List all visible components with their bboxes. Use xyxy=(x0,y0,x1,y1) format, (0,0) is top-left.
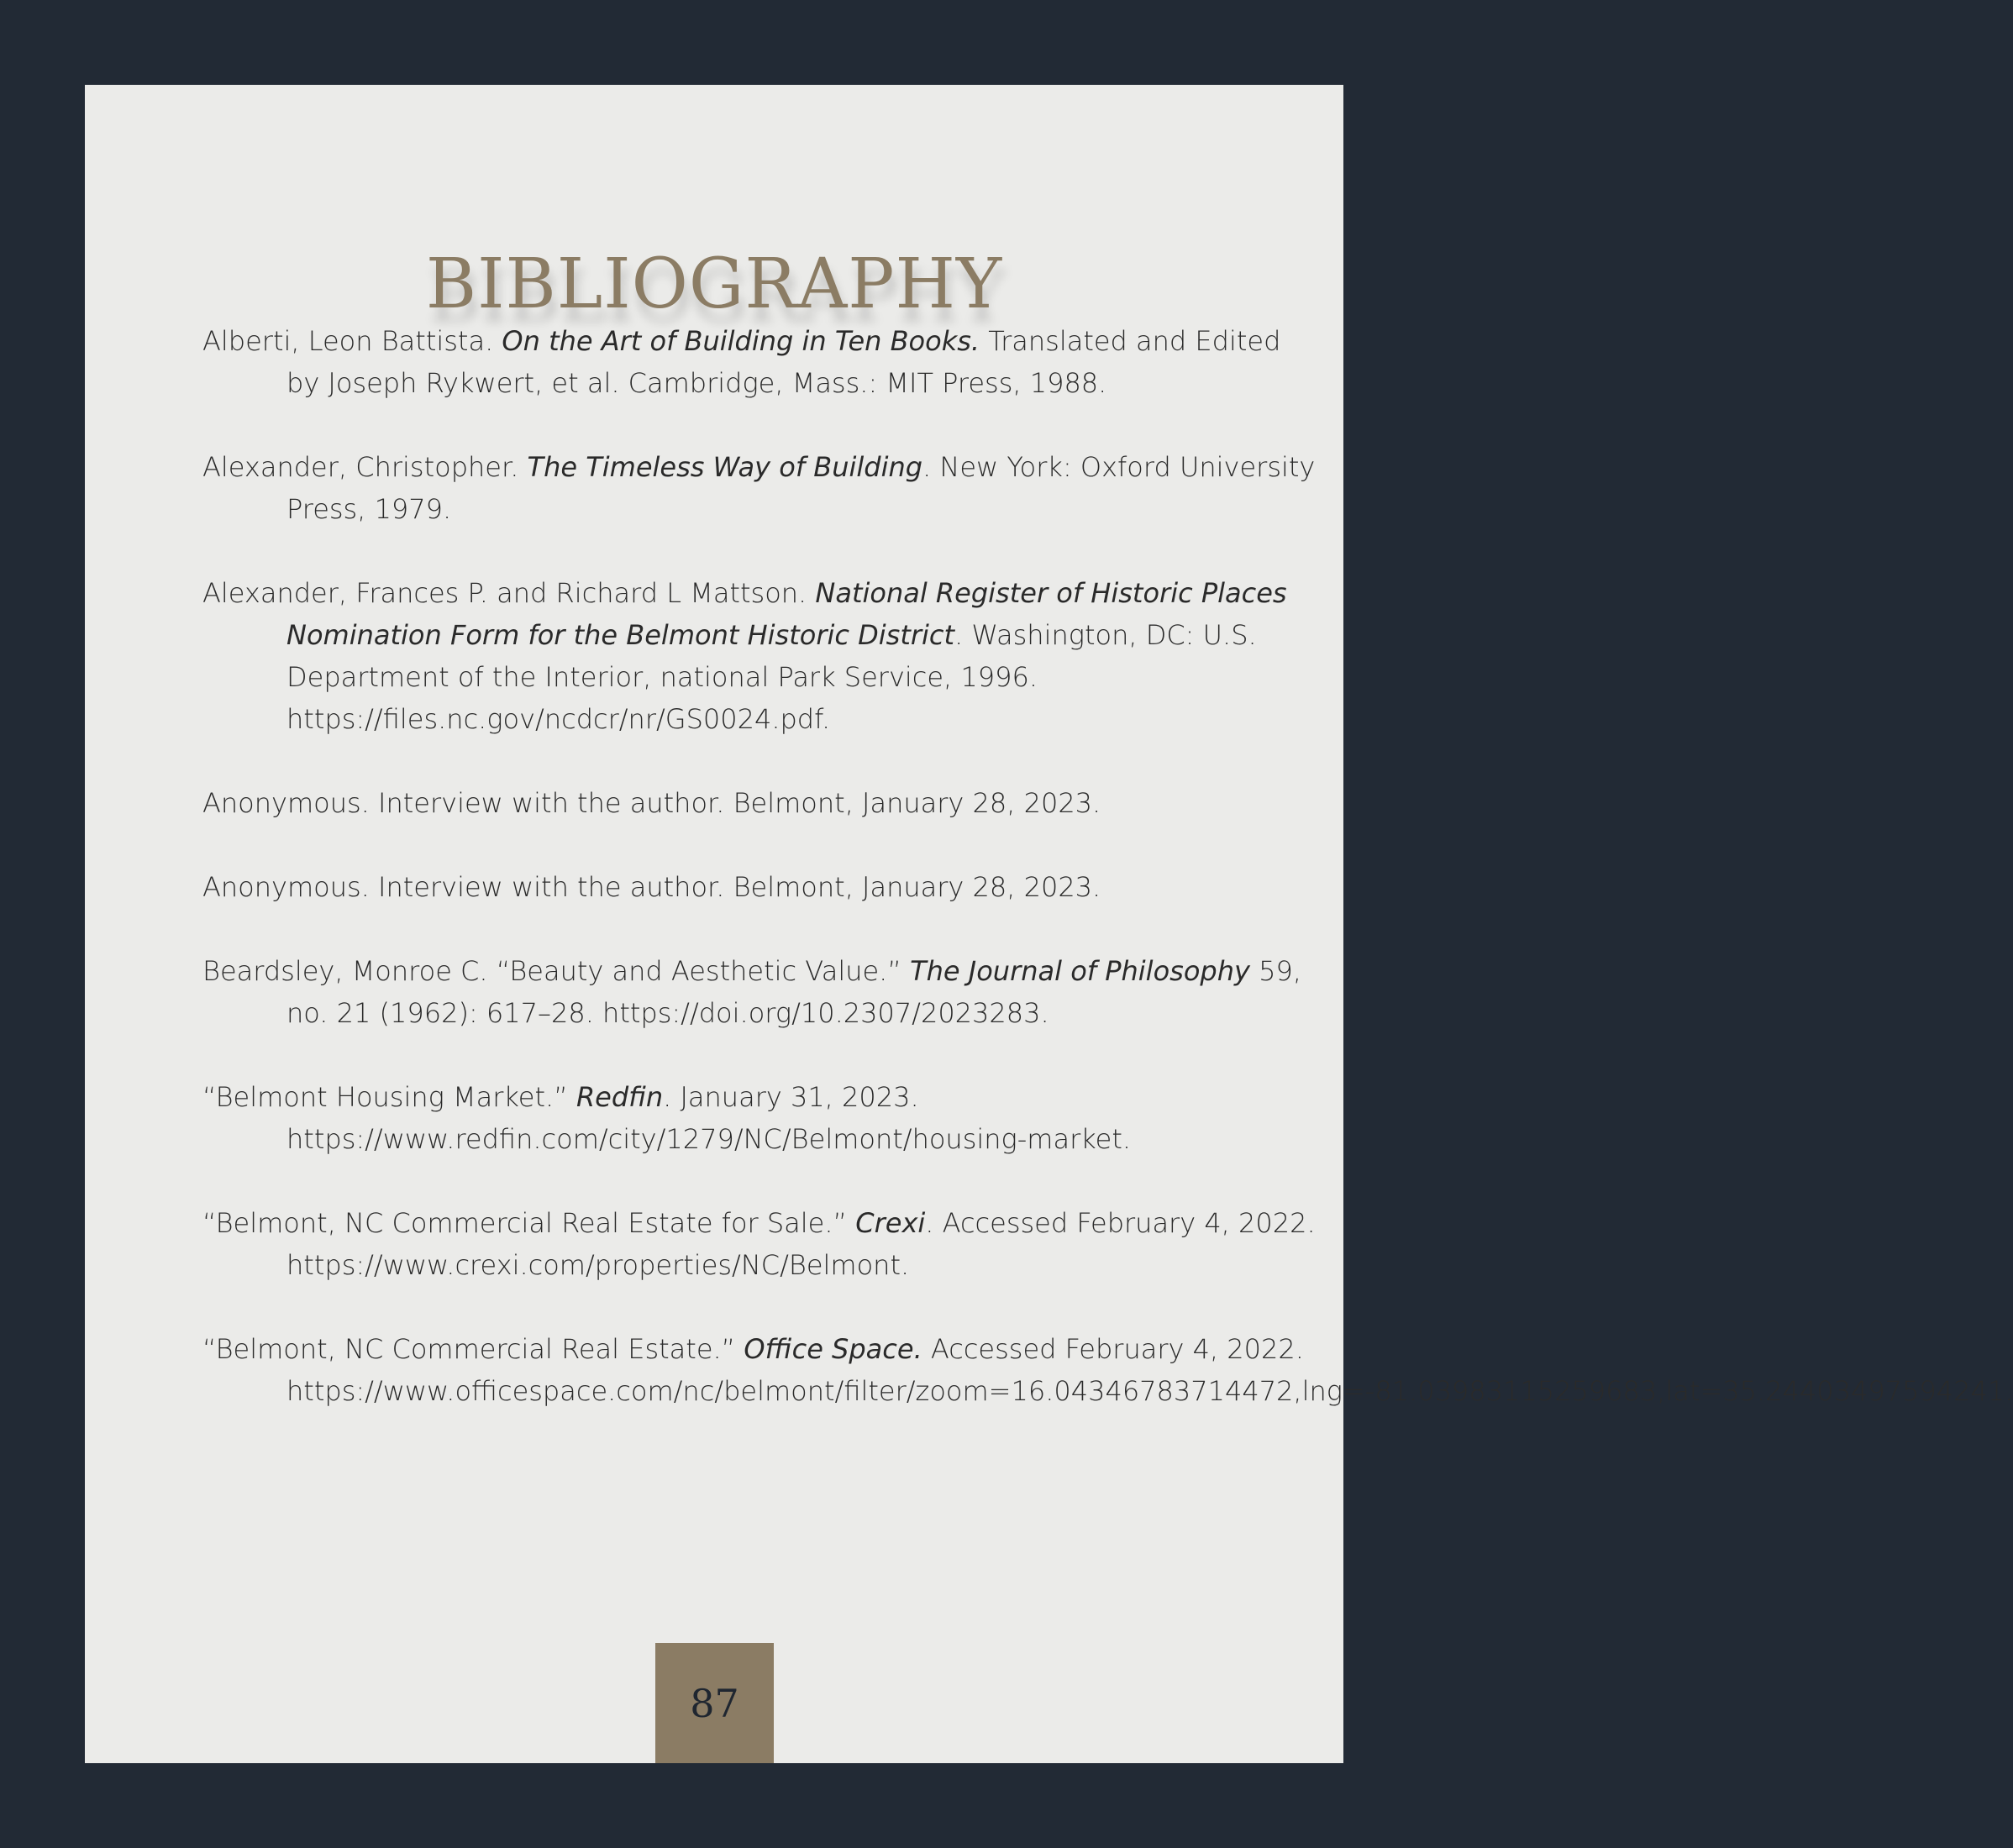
bibliography-entry xyxy=(202,1328,2013,1412)
entry-text: Translated and Edited by Joseph Rykwert, et al. Cambridge, Mass.: MIT Press, 1988. xyxy=(286,325,1281,399)
entry-text: Accessed February 4, 2022. https://www.officespace.com/nc/belmont/filter/zoom=16.04346783714472,lng=-81.03983115259683,lat=35.24403497594241. xyxy=(286,1333,2013,1407)
entry-title: Office Space. xyxy=(744,1333,922,1365)
page-sheet xyxy=(85,85,2013,1763)
entry-title: Crexi xyxy=(855,1207,926,1239)
bibliography-entry xyxy=(202,446,1320,530)
entry-text: “Belmont Housing Market.” xyxy=(202,1081,576,1113)
entry-text: . Accessed February 4, 2022. https://www.crexi.com/properties/NC/Belmont. xyxy=(286,1207,1316,1281)
entry-text: Alexander, Christopher. xyxy=(202,451,528,483)
entry-text: . January 31, 2023. https://www.redfin.com/city/1279/NC/Belmont/housing-market. xyxy=(286,1081,1132,1155)
entry-text: Anonymous. Interview with the author. Belmont, January 28, 2023. xyxy=(202,787,1101,819)
bibliography-entry xyxy=(202,1202,1320,1286)
entry-text: . Washington, DC: U.S. Department of the Interior, national Park Service, 1996. https://files.nc.gov/ncdcr/nr/GS0024.pdf. xyxy=(286,619,1257,735)
page-title: BIBLIOGRAPHY xyxy=(425,244,1003,324)
page-number: 87 xyxy=(690,1680,739,1726)
entry-text: 59, no. 21 (1962): 617–28. https://doi.org/10.2307/2023283. xyxy=(286,955,1301,1029)
entry-text: Alexander, Frances P. and Richard L Mattson. xyxy=(202,577,816,609)
page-number-badge xyxy=(655,1643,774,1763)
bibliography-list xyxy=(202,320,2013,1454)
bibliography-entry xyxy=(202,320,1320,404)
bibliography-entry xyxy=(202,572,1320,740)
bibliography-entry xyxy=(202,1076,1320,1160)
bibliography-entry xyxy=(202,866,1320,908)
entry-text: Beardsley, Monroe C. “Beauty and Aesthetic Value.” xyxy=(202,955,911,987)
bibliography-entry xyxy=(202,950,1320,1034)
entry-text: “Belmont, NC Commercial Real Estate.” xyxy=(202,1333,744,1365)
entry-text: . New York: Oxford University Press, 1979. xyxy=(286,451,1316,525)
entry-title: The Timeless Way of Building xyxy=(527,451,923,483)
entry-title: The Journal of Philosophy xyxy=(910,955,1250,987)
entry-text: Alberti, Leon Battista. xyxy=(202,325,502,357)
entry-text: “Belmont, NC Commercial Real Estate for Sale.” xyxy=(202,1207,856,1239)
entry-title: Redfin xyxy=(576,1081,664,1113)
entry-title: National Register of Historic Places Nomination Form for the Belmont Historic District xyxy=(286,577,1287,651)
bibliography-entry xyxy=(202,782,1320,824)
entry-text: Anonymous. Interview with the author. Belmont, January 28, 2023. xyxy=(202,871,1101,903)
entry-title: On the Art of Building in Ten Books. xyxy=(502,325,980,357)
